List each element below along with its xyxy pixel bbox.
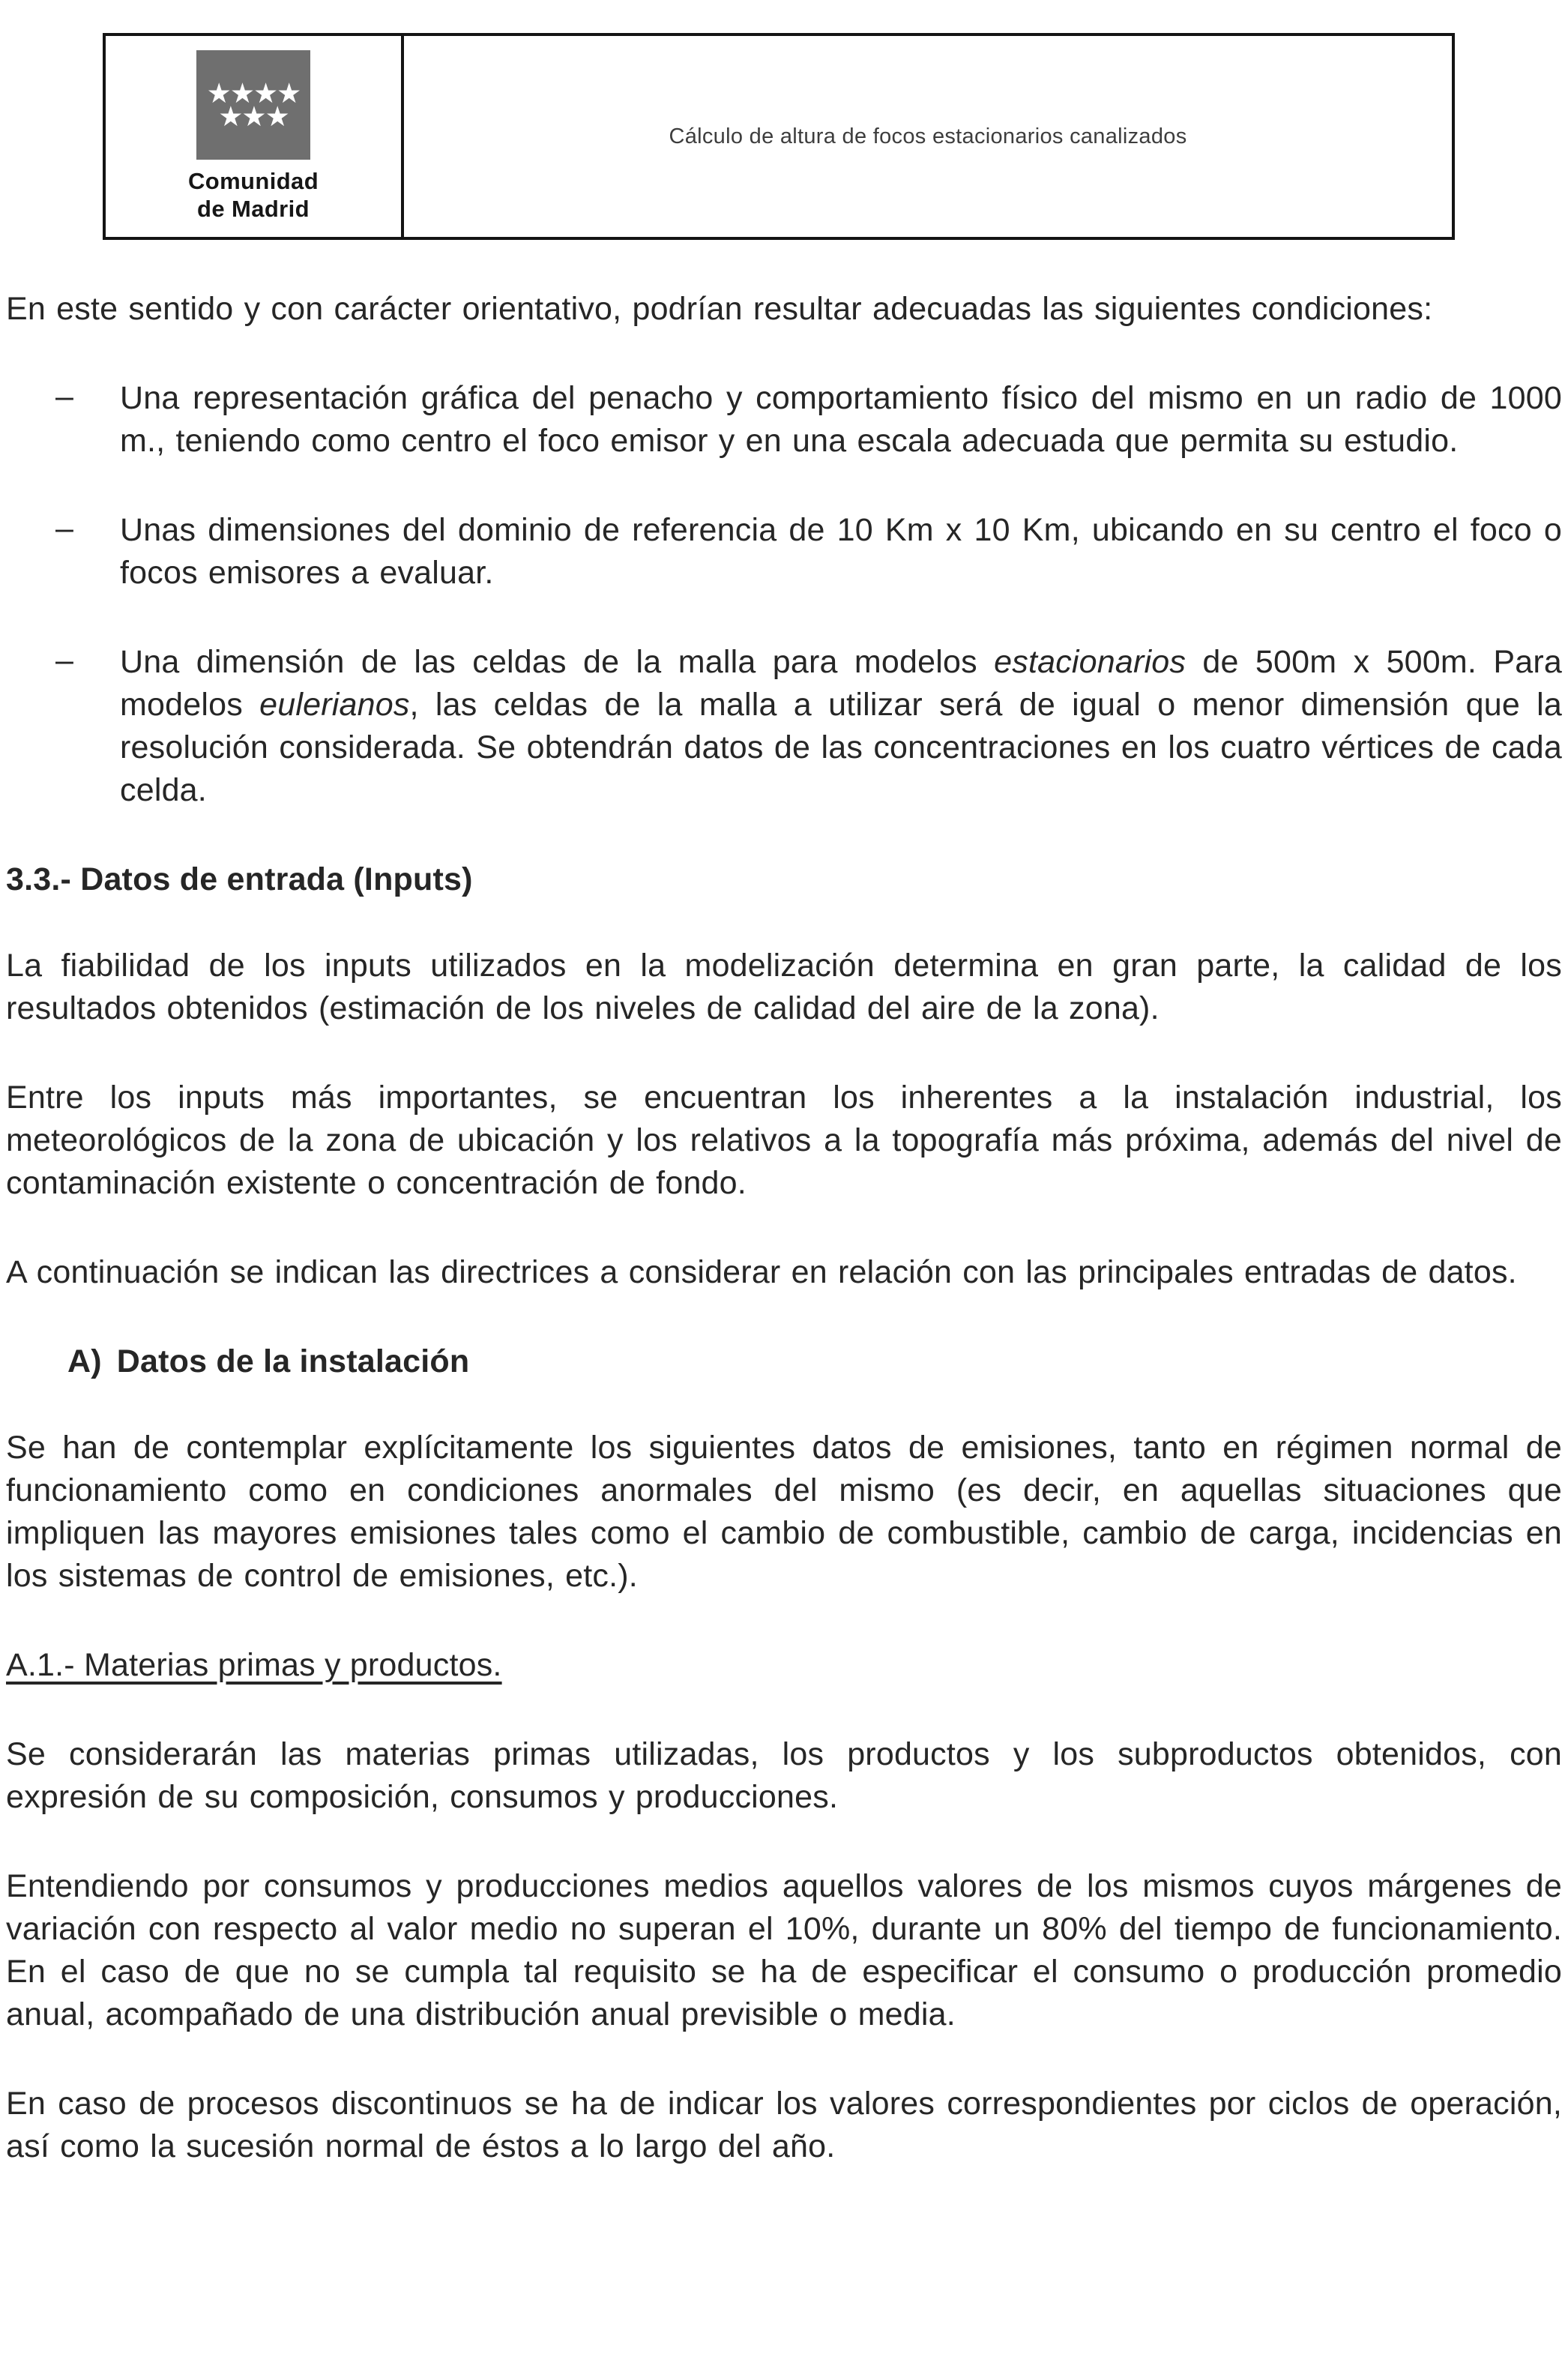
bullet-item-dimension-celdas <box>6 641 1562 812</box>
paragraph-intro: En este sentido y con carácter orientativo, podrían resultar adecuadas las siguientes condiciones: <box>6 291 1433 327</box>
logo-cell <box>106 36 404 237</box>
bullet-item-representacion-grafica <box>6 377 1562 463</box>
bullet-item-dimensiones-dominio <box>6 509 1562 594</box>
paragraph-datos-emisiones: Se han de contemplar explícitamente los siguientes datos de emisiones, tanto en régimen normal de funcionamiento como en condiciones anormales del mismo (es decir, en aquellas situaciones que impliquen las mayores emisiones tales como el cambio de combustible, cambio de carga, incidencias en los sistemas de control de emisiones, etc.). <box>6 1430 1562 1594</box>
star-icon: ★ <box>206 78 230 109</box>
paragraph-fiabilidad-inputs: La fiabilidad de los inputs utilizados en la modelización determina en gran parte, la calidad de los resultados obtenidos (estimación de los niveles de calidad del aire de la zona). <box>6 948 1562 1026</box>
subsection-heading-wrap <box>6 1647 1562 1687</box>
star-icon: ★ <box>253 78 277 109</box>
paragraph-consumos-producciones: Entendiendo por consumos y producciones medios aquellos valores de los mismos cuyos márgenes de variación con respecto al valor medio no superan el 10%, durante un 80% del tiempo de funcionamiento. En el caso de que no se cumpla tal requisito se ha de especificar el consumo o producción promedio anual, acompañado de una distribución anual previsible o media. <box>6 1868 1562 2032</box>
comunidad-de-madrid-flag-icon <box>196 50 310 160</box>
bullet-text: Unas dimensiones del dominio de referencia de 10 Km x 10 Km, ubicando en su centro el foco o focos emisores a evaluar. <box>120 512 1562 591</box>
star-icon: ★ <box>277 78 301 109</box>
logo-org-name-line2: de Madrid <box>196 196 310 222</box>
bullet-dash-marker: – <box>55 642 74 678</box>
bullet-text-segment: , las celdas de la malla a utilizar será de igual o menor dimensión que la resolución considerada. Se obtendrán datos de las concentraciones en los cuatro vértices de cada celda. <box>120 687 1562 808</box>
subsection-label: Datos de la instalación <box>116 1343 470 1379</box>
header-title-cell <box>404 36 1452 237</box>
document-title: Cálculo de altura de focos estacionarios canalizados <box>669 124 1187 148</box>
section-heading-datos-de-entrada: 3.3.- Datos de entrada (Inputs) <box>6 861 473 897</box>
bullet-text-segment-italic: estacionarios <box>994 644 1186 680</box>
logo-org-name-line1: Comunidad <box>187 168 319 194</box>
bullet-dash-marker: – <box>55 511 74 547</box>
star-icon: ★ <box>265 101 289 132</box>
logo-org-name <box>188 167 319 223</box>
bullet-text-segment: de 500m x 500m. Para modelos <box>120 644 1562 723</box>
subsection-letter: A) <box>67 1343 102 1379</box>
paragraph-procesos-discontinuos: En caso de procesos discontinuos se ha de indicar los valores correspondientes por ciclos de operación, así como la sucesión normal de éstos a lo largo del año. <box>6 2086 1562 2164</box>
paragraph-inputs-importantes: Entre los inputs más importantes, se encuentran los inherentes a la instalación industrial, los meteorológicos de la zona de ubicación y los relativos a la topografía más próxima, además del nivel de contaminación existente o concentración de fondo. <box>6 1080 1562 1201</box>
bullet-text-segment: Una dimensión de las celdas de la malla para modelos <box>120 644 995 680</box>
star-icon: ★ <box>229 78 253 109</box>
bullet-dash-marker: – <box>55 379 74 415</box>
subsection-heading-datos-instalacion <box>6 1343 1562 1380</box>
paragraph-directrices: A continuación se indican las directrices a considerar en relación con las principales entradas de datos. <box>6 1254 1517 1290</box>
document-body <box>0 288 1568 2168</box>
bullet-text-segment-italic: eulerianos <box>259 687 410 723</box>
document-header <box>103 33 1455 240</box>
bullet-text: Una representación gráfica del penacho y comportamiento físico del mismo en un radio de 1000 m., teniendo como centro el foco emisor y en una escala adecuada que permita su estudio. <box>120 380 1562 459</box>
star-icon: ★ <box>241 101 265 132</box>
flag-stars-row-bottom <box>218 103 289 130</box>
star-icon: ★ <box>218 101 242 132</box>
subsection-heading-materias-primas: A.1.- Materias primas y productos. <box>6 1647 502 1683</box>
paragraph-materias-primas: Se considerarán las materias primas utilizadas, los productos y los subproductos obtenidos, con expresión de su composición, consumos y producciones. <box>6 1736 1562 1815</box>
conditions-bullet-list <box>6 377 1562 812</box>
